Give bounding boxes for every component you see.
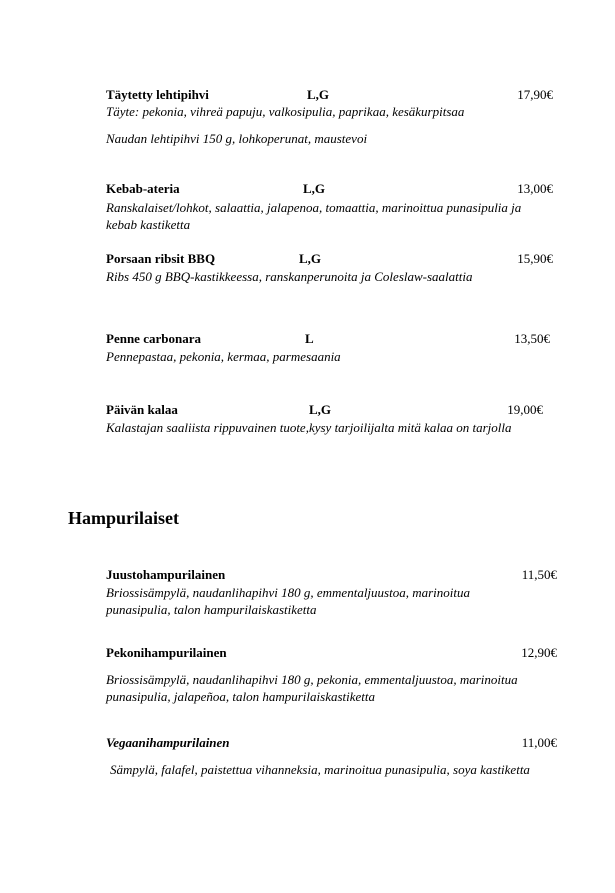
- menu-item-price: 11,00€: [521, 735, 557, 750]
- diet-tags: L,G: [303, 181, 326, 196]
- menu-item-description: Kalastajan saaliista rippuvainen tuote,kysy tarjoilijalta mitä kalaa on tarjolla: [106, 420, 512, 435]
- menu-item-description: Ribs 450 g BBQ-kastikkeessa, ranskanperunoita ja Coleslaw-saalattia: [106, 269, 473, 284]
- diet-tags: L,G: [307, 87, 330, 102]
- menu-item-description: Täyte: pekonia, vihreä papuju, valkosipulia, paprikaa, kesäkurpitsaa: [106, 104, 465, 119]
- menu-item-name: Täytetty lehtipihvi: [106, 87, 209, 102]
- menu-item-description: Briossisämpylä, naudanlihapihvi 180 g, pekonia, emmentaljuustoa, marinoitua punasipulia, jalapeñoa, talon hampurilaiskastiketta: [106, 672, 518, 704]
- menu-item-price: 12,90€: [521, 645, 557, 660]
- menu-item-name: Kebab-ateria: [106, 181, 180, 196]
- menu-item-description: Pennepastaa, pekonia, kermaa, parmesaania: [106, 349, 341, 364]
- menu-item-description: Sämpylä, falafel, paistettua vihanneksia, marinoitua punasipulia, soya kastiketta: [110, 762, 530, 777]
- diet-tags: L,G: [309, 402, 332, 417]
- menu-item-price: 11,50€: [521, 567, 557, 582]
- menu-item-name: Penne carbonara: [106, 331, 201, 346]
- menu-item-price: 15,90€: [517, 251, 553, 266]
- menu-item-price: 13,50€: [514, 331, 550, 346]
- menu-item-name: Porsaan ribsit BBQ: [106, 251, 216, 266]
- menu-item-description-extra: Naudan lehtipihvi 150 g, lohkoperunat, maustevoi: [106, 131, 368, 146]
- menu-item-name: Pekonihampurilainen: [106, 645, 227, 660]
- menu-item-price: 19,00€: [507, 402, 543, 417]
- menu-item-name: Juustohampurilainen: [106, 567, 226, 582]
- diet-tags: L,G: [299, 251, 322, 266]
- menu-item-price: 17,90€: [517, 87, 553, 102]
- diet-tags: L: [305, 331, 314, 346]
- menu-item-name: Päivän kalaa: [106, 402, 178, 417]
- menu-item-description: Ranskalaiset/lohkot, salaattia, jalapenoa, tomaattia, marinoittua punasipulia ja kebab kastiketta: [106, 200, 522, 232]
- menu-item-name: Vegaanihampurilainen: [106, 735, 230, 750]
- menu-item-description: Briossisämpylä, naudanlihapihvi 180 g, emmentaljuustoa, marinoitua punasipulia, talon hampurilaiskastiketta: [106, 585, 470, 617]
- menu-item-price: 13,00€: [517, 181, 553, 196]
- section-title: Hampurilaiset: [68, 508, 179, 528]
